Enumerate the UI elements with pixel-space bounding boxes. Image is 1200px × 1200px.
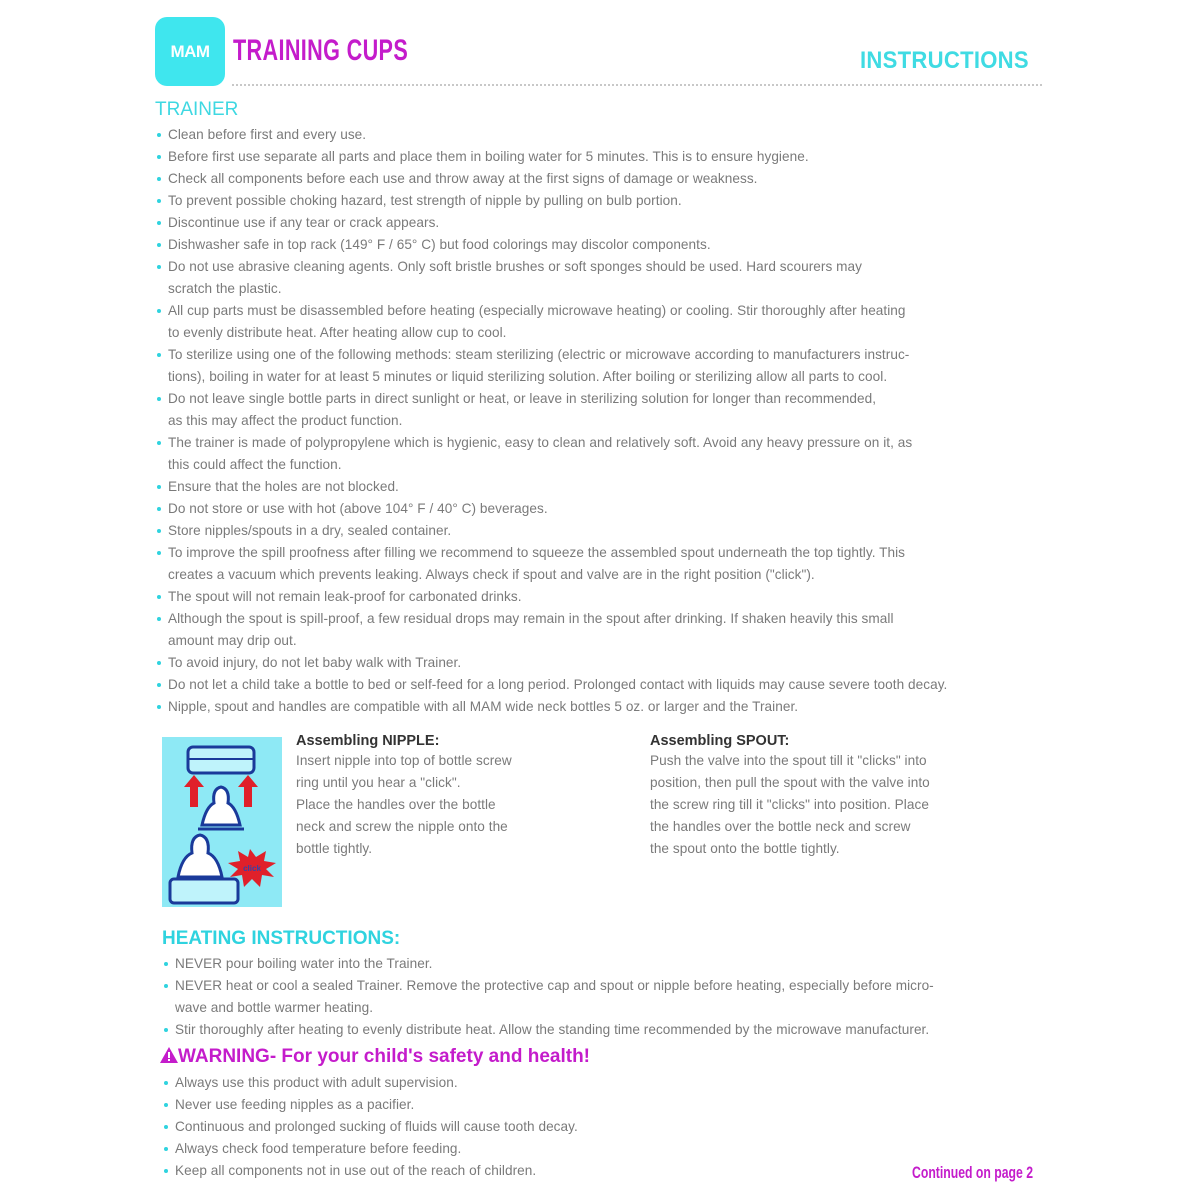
paragraph-line: Insert nipple into top of bottle screw — [296, 753, 512, 768]
list-item — [155, 300, 947, 344]
list-item-text: creates a vacuum which prevents leaking. Always check if spout and valve are in the right position ("click"). — [168, 567, 815, 582]
list-item — [155, 124, 947, 146]
list-item-text: The trainer is made of polypropylene which is hygienic, easy to clean and relatively soft. Avoid any heavy pressure on it, as — [168, 435, 913, 450]
assembling-nipple-section — [296, 733, 512, 860]
list-item — [155, 652, 947, 674]
list-item-text: this could affect the function. — [168, 457, 342, 472]
paragraph-line: Place the handles over the bottle — [296, 797, 496, 812]
list-item-text: NEVER pour boiling water into the Trainer. — [175, 956, 433, 971]
list-item-text: Do not leave single bottle parts in direct sunlight or heat, or leave in sterilizing solution for longer than recommended, — [168, 391, 877, 406]
list-item-text: To sterilize using one of the following methods: steam sterilizing (electric or microwave according to manufacturers instruc- — [168, 347, 910, 362]
list-item — [162, 1116, 578, 1138]
assembling-spout-title: Assembling SPOUT: — [650, 733, 790, 749]
list-item-text: Clean before first and every use. — [168, 127, 367, 142]
list-item — [155, 388, 947, 432]
list-item — [162, 1072, 578, 1094]
list-item-text: The spout will not remain leak-proof for carbonated drinks. — [168, 589, 522, 604]
paragraph-line: the screw ring till it "clicks" into position. Place — [650, 797, 929, 812]
list-item-text: Do not store or use with hot (above 104° F / 40° C) beverages. — [168, 501, 548, 516]
list-item — [162, 975, 934, 1019]
click-badge-text: click — [243, 864, 261, 873]
list-item — [155, 146, 947, 168]
dotted-divider — [232, 84, 1042, 86]
nipple-assembly-icon — [162, 737, 282, 907]
list-item — [162, 953, 934, 975]
list-item-text: To avoid injury, do not let baby walk with Trainer. — [168, 655, 462, 670]
list-item-text: amount may drip out. — [168, 633, 297, 648]
list-item — [155, 432, 947, 476]
list-item — [155, 212, 947, 234]
list-item-text: Stir thoroughly after heating to evenly distribute heat. Allow the standing time recommended by the microwave manufacturer. — [175, 1022, 930, 1037]
list-item-text: Before first use separate all parts and place them in boiling water for 5 minutes. This is to ensure hygiene. — [168, 149, 809, 164]
list-item — [155, 476, 947, 498]
paragraph-line: ring until you hear a "click". — [296, 775, 461, 790]
list-item-text: Although the spout is spill-proof, a few residual drops may remain in the spout after drinking. If shaken heavily this small — [168, 611, 894, 626]
list-item-text: To improve the spill proofness after filling we recommend to squeeze the assembled spout underneath the top tightly. This — [168, 545, 905, 560]
paragraph-line: position, then pull the spout with the valve into — [650, 775, 930, 790]
instructions-title: INSTRUCTIONS — [860, 47, 1029, 74]
list-item-text: Ensure that the holes are not blocked. — [168, 479, 399, 494]
document-title: TRAINING CUPS — [233, 34, 409, 67]
trainer-list — [155, 124, 947, 718]
mam-logo — [155, 17, 225, 86]
warning-icon — [160, 1047, 178, 1063]
list-item — [155, 256, 947, 300]
list-item — [155, 168, 947, 190]
list-item — [155, 542, 947, 586]
paragraph-line: the spout onto the bottle tightly. — [650, 841, 840, 856]
list-item — [155, 696, 947, 718]
logo-text: MAM — [170, 41, 210, 61]
list-item-text: as this may affect the product function. — [168, 413, 403, 428]
list-item-text: to evenly distribute heat. After heating allow cup to cool. — [168, 325, 507, 340]
list-item-text: Never use feeding nipples as a pacifier. — [175, 1097, 415, 1112]
list-item — [155, 498, 947, 520]
warning-heading — [160, 1046, 590, 1068]
list-item-text: tions), boiling in water for at least 5 minutes or liquid sterilizing solution. After boiling or sterilizing allow all parts to cool. — [168, 369, 888, 384]
paragraph-line: the handles over the bottle neck and screw — [650, 819, 911, 834]
list-item-text: Do not use abrasive cleaning agents. Only soft bristle brushes or soft sponges should be used. Hard scourers may — [168, 259, 862, 274]
list-item-text: Dishwasher safe in top rack (149° F / 65° C) but food colorings may discolor components. — [168, 237, 711, 252]
paragraph-line: neck and screw the nipple onto the — [296, 819, 508, 834]
paragraph-line: bottle tightly. — [296, 841, 373, 856]
list-item-text: Always check food temperature before feeding. — [175, 1141, 462, 1156]
heating-heading: HEATING INSTRUCTIONS: — [162, 928, 401, 949]
list-item-text: Discontinue use if any tear or crack appears. — [168, 215, 440, 230]
list-item-text: Do not let a child take a bottle to bed or self-feed for a long period. Prolonged contact with liquids may cause severe tooth decay. — [168, 677, 948, 692]
list-item-text: Nipple, spout and handles are compatible with all MAM wide neck bottles 5 oz. or larger and the Trainer. — [168, 699, 799, 714]
list-item-text: scratch the plastic. — [168, 281, 282, 296]
assembling-spout-text — [650, 750, 930, 860]
assembling-spout-section — [650, 733, 930, 860]
warning-heading-text: WARNING- For your child's safety and health! — [178, 1046, 591, 1067]
list-item — [155, 234, 947, 256]
warning-list — [162, 1072, 578, 1182]
list-item-text: Check all components before each use and throw away at the first signs of damage or weakness. — [168, 171, 758, 186]
list-item — [162, 1160, 578, 1182]
list-item — [162, 1138, 578, 1160]
list-item-text: Continuous and prolonged sucking of fluids will cause tooth decay. — [175, 1119, 578, 1134]
trainer-heading: TRAINER — [155, 99, 239, 120]
list-item-text: wave and bottle warmer heating. — [175, 1000, 374, 1015]
list-item — [155, 190, 947, 212]
heating-list — [162, 953, 934, 1041]
list-item — [155, 674, 947, 696]
continued-on-page-note: Continued on page 2 — [912, 1163, 1034, 1182]
list-item-text: NEVER heat or cool a sealed Trainer. Remove the protective cap and spout or nipple before heating, especially before micro- — [175, 978, 934, 993]
paragraph-line: Push the valve into the spout till it "clicks" into — [650, 753, 927, 768]
assembling-nipple-text — [296, 750, 512, 860]
list-item — [162, 1094, 578, 1116]
assembly-illustration — [162, 737, 282, 907]
list-item-text: All cup parts must be disassembled before heating (especially microwave heating) or cooling. Stir thoroughly after heating — [168, 303, 906, 318]
list-item-text: To prevent possible choking hazard, test strength of nipple by pulling on bulb portion. — [168, 193, 682, 208]
list-item-text: Store nipples/spouts in a dry, sealed container. — [168, 523, 452, 538]
list-item — [155, 520, 947, 542]
assembling-nipple-title: Assembling NIPPLE: — [296, 733, 440, 749]
list-item — [155, 344, 947, 388]
list-item-text: Always use this product with adult supervision. — [175, 1075, 458, 1090]
list-item — [162, 1019, 934, 1041]
list-item — [155, 586, 947, 608]
list-item-text: Keep all components not in use out of the reach of children. — [175, 1163, 537, 1178]
list-item — [155, 608, 947, 652]
